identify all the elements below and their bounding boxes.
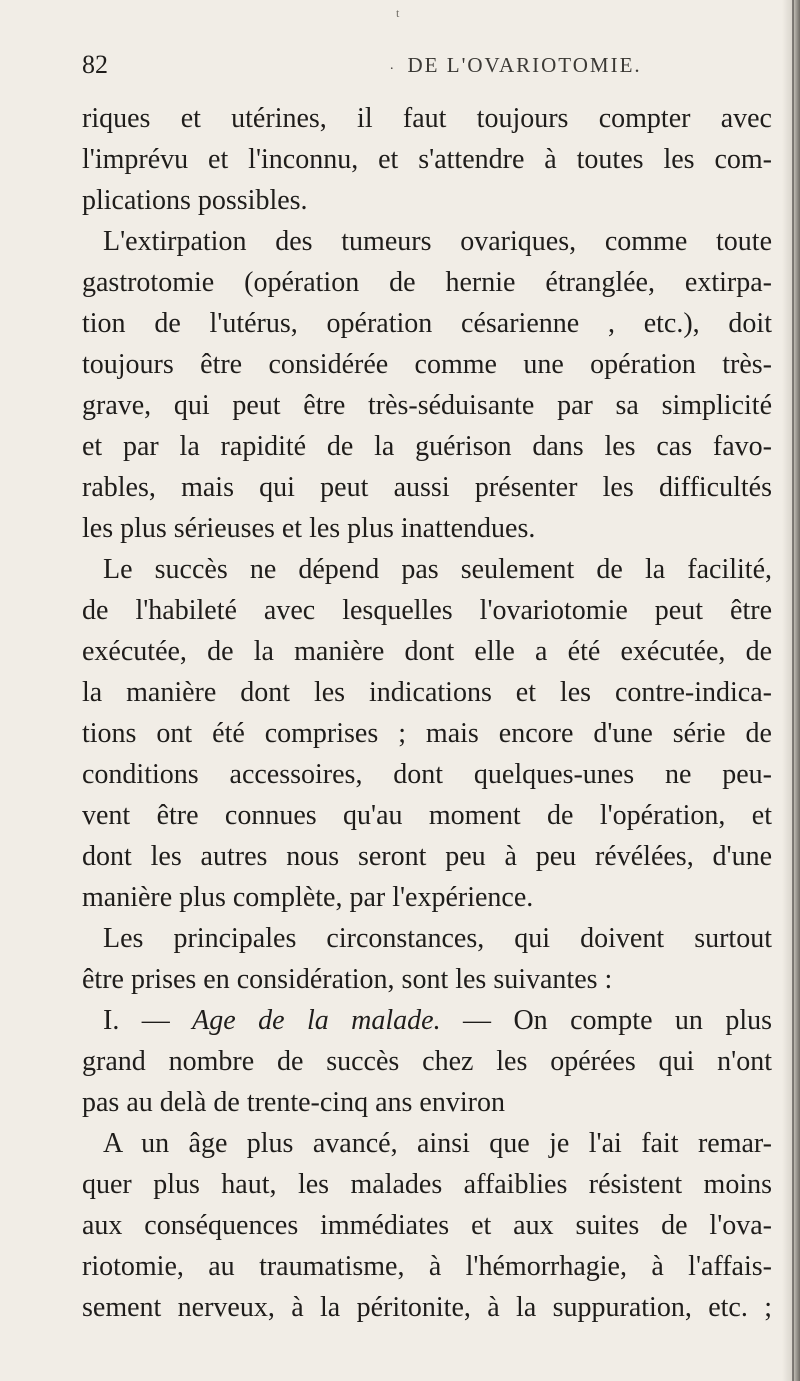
text-line: grand nombre de succès chez les opérées qui n'ont bbox=[82, 1046, 772, 1077]
text-line: Le succès ne dépend pas seulement de la facilité, bbox=[103, 554, 772, 585]
top-mark: t bbox=[396, 6, 400, 20]
text-line: aux conséquences immédiates et aux suites de l'ova- bbox=[82, 1210, 772, 1241]
text-line: conditions accessoires, dont quelques-unes ne peu- bbox=[82, 759, 772, 790]
text-line: tions ont été comprises ; mais encore d'une série de bbox=[82, 718, 772, 749]
text-line: gastrotomie (opération de hernie étranglée, extirpa- bbox=[82, 267, 772, 298]
text-line: l'imprévu et l'inconnu, et s'attendre à toutes les com- bbox=[82, 144, 772, 175]
text-line: grave, qui peut être très-séduisante par sa simplicité bbox=[82, 390, 772, 421]
body-text bbox=[82, 98, 772, 1328]
text-line: riotomie, au traumatisme, à l'hémorrhagie, à l'affais- bbox=[82, 1251, 772, 1282]
text-line: plications possibles. bbox=[82, 185, 308, 216]
section-text: — On compte un plus bbox=[463, 1005, 772, 1036]
text-line: toujours être considérée comme une opération très- bbox=[82, 349, 772, 380]
text-line: tion de l'utérus, opération césarienne , etc.), doit bbox=[82, 308, 772, 339]
text-line: manière plus complète, par l'expérience. bbox=[82, 882, 534, 913]
header-dot: . bbox=[390, 58, 396, 73]
page-number: 82 bbox=[82, 50, 108, 79]
text-line: A un âge plus avancé, ainsi que je l'ai fait remar- bbox=[103, 1128, 772, 1159]
running-head bbox=[390, 53, 642, 78]
page-edge-line bbox=[792, 0, 794, 1381]
section-number: I. — bbox=[103, 1005, 170, 1036]
text-line: vent être connues qu'au moment de l'opération, et bbox=[82, 800, 772, 831]
page-edge-shadow bbox=[782, 0, 800, 1381]
text-line: quer plus haut, les malades affaiblies résistent moins bbox=[82, 1169, 772, 1200]
text-line: dont les autres nous seront peu à peu révélées, d'une bbox=[82, 841, 772, 872]
text-line: L'extirpation des tumeurs ovariques, comme toute bbox=[103, 226, 772, 257]
text-line: rables, mais qui peut aussi présenter les difficultés bbox=[82, 472, 772, 503]
text-line: les plus sérieuses et les plus inattendues. bbox=[82, 513, 536, 544]
text-line: de l'habileté avec lesquelles l'ovariotomie peut être bbox=[82, 595, 772, 626]
text-line: et par la rapidité de la guérison dans les cas favo- bbox=[82, 431, 772, 462]
text-line: pas au delà de trente-cinq ans environ bbox=[82, 1087, 505, 1118]
text-line: sement nerveux, à la péritonite, à la suppuration, etc. ; bbox=[82, 1292, 772, 1323]
text-line: être prises en considération, sont les suivantes : bbox=[82, 964, 613, 995]
running-title: DE L'OVARIOTOMIE. bbox=[407, 53, 642, 77]
text-line: riques et utérines, il faut toujours compter avec bbox=[82, 103, 772, 134]
text-line: Les principales circonstances, qui doivent surtout bbox=[103, 923, 772, 954]
section-title: Age de la malade. bbox=[192, 1005, 441, 1036]
text-line: la manière dont les indications et les contre-indica- bbox=[82, 677, 772, 708]
section-heading-line bbox=[82, 1000, 772, 1041]
page-header bbox=[82, 50, 772, 80]
text-line: exécutée, de la manière dont elle a été exécutée, de bbox=[82, 636, 772, 667]
